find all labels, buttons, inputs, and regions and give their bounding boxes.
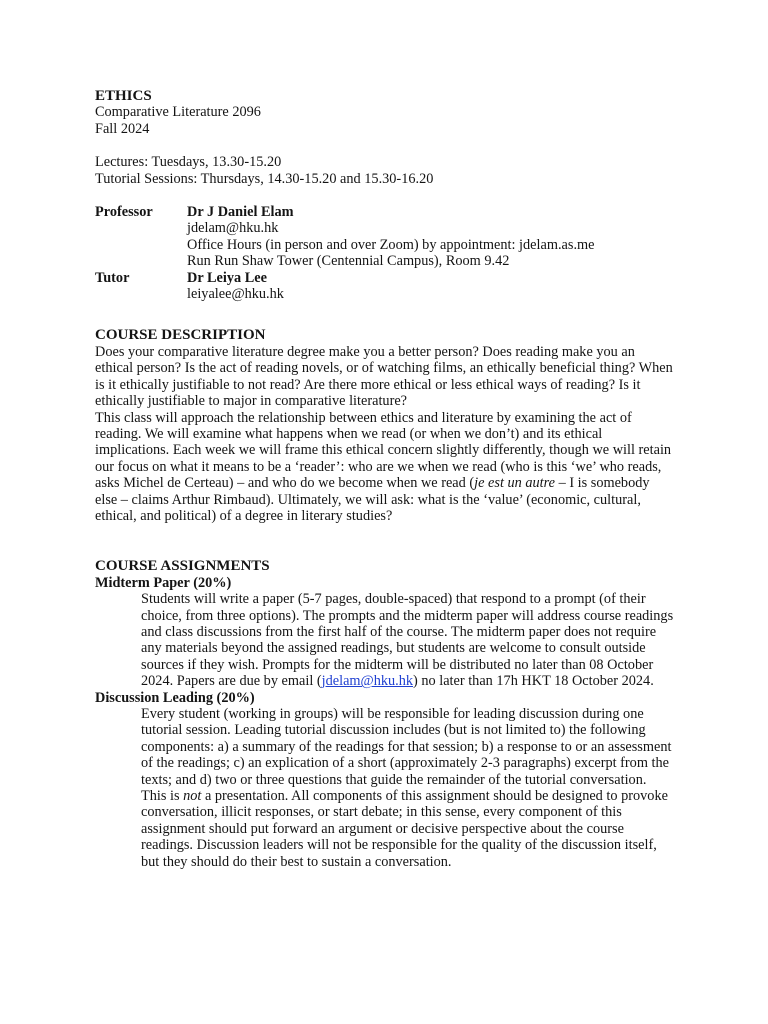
midterm-paper-text: Students will write a paper (5-7 pages, double-spaced) that respond to a prompt (of their choice, from three options). The prompts and the midterm paper will address course readings and class discussions from the first half of the course. The midterm paper does not require any materials beyond the assigned readings, but students are welcome to consult outside sources if they wish. Prompts for the midterm will be distributed no later than 08 October 2024. Papers are due by email (jdelam@hku.hk) no later than 17h HKT 18 October 2024. xyxy=(141,591,674,690)
tutorial-schedule: Tutorial Sessions: Thursdays, 14.30-15.20 and 15.30-16.20 xyxy=(95,170,434,187)
lecture-schedule: Lectures: Tuesdays, 13.30-15.20 xyxy=(95,154,282,171)
course-assignments-heading: COURSE ASSIGNMENTS xyxy=(95,558,270,575)
rimbaud-quote: je est un autre xyxy=(474,475,556,492)
midterm-paper-heading: Midterm Paper (20%) xyxy=(95,574,232,591)
tutor-block xyxy=(95,270,675,303)
discussion-leading-heading: Discussion Leading (20%) xyxy=(95,689,255,706)
course-title: ETHICS xyxy=(95,88,152,104)
tutor-label: Tutor xyxy=(95,269,130,286)
tutor-name: Dr Leiya Lee xyxy=(187,269,267,286)
tutor-email: leiyalee@hku.hk xyxy=(187,286,284,303)
course-description-paragraph-2: This class will approach the relationship between ethics and literature by examining the act of reading. We will examine what happens when we read (or when we don’t) and its ethical implications. Each week we will frame this ethical concern slightly differently, though we will retain our focus on what it means to be a ‘reader’: who are we when we read (who is this ‘we’ who reads, asks Michel de Certeau) – and who do we become when we read (je est un autre – I is somebody else – claims Arthur Rimbaud). Ultimately, we will ask: what is the ‘value’ (economic, cultural, ethical, and political) of a degree in literary studies? xyxy=(95,409,672,524)
professor-block xyxy=(95,204,675,270)
professor-email-link[interactable]: jdelam@hku.hk xyxy=(321,673,414,690)
professor-label: Professor xyxy=(95,204,153,221)
discussion-leading-text: Every student (working in groups) will be responsible for leading discussion during one tutorial session. Leading tutorial discussion includes (but is not limited to) the following components: a) a summary of the readings for that session; b) a response to or an assessment of the readings; c) an explication of a short (approximately 2-3 paragraphs) excerpt from the texts; and d) two or three questions that guide the remainder of the tutorial conversation. This is not a presentation. All components of this assignment should be designed to provoke conversation, illicit responses, or start debate; in this sense, every component of this assignment should put forward an argument or decisive perspective about the course readings. Discussion leaders will not be responsible for the quality of the discussion itself, but they should do their best to sustain a conversation. xyxy=(141,706,672,870)
professor-email: jdelam@hku.hk xyxy=(187,220,279,237)
professor-name: Dr J Daniel Elam xyxy=(187,204,294,221)
professor-office-hours: Office Hours (in person and over Zoom) by appointment: jdelam.as.me xyxy=(187,236,595,253)
course-description-heading: COURSE DESCRIPTION xyxy=(95,327,266,344)
course-description-paragraph-1: Does your comparative literature degree make you a better person? Does reading make you an ethical person? Is the act of reading novels, or of watching films, an ethically beneficial thing? When is it ethically justifiable to not read? Are there more ethical or less ethical ways of reading? Is it ethically justifiable to major in comparative literature? xyxy=(95,343,673,410)
course-term: Fall 2024 xyxy=(95,120,150,137)
professor-office: Run Run Shaw Tower (Centennial Campus), Room 9.42 xyxy=(187,253,510,270)
syllabus-page xyxy=(95,88,675,870)
course-code: Comparative Literature 2096 xyxy=(95,104,261,121)
